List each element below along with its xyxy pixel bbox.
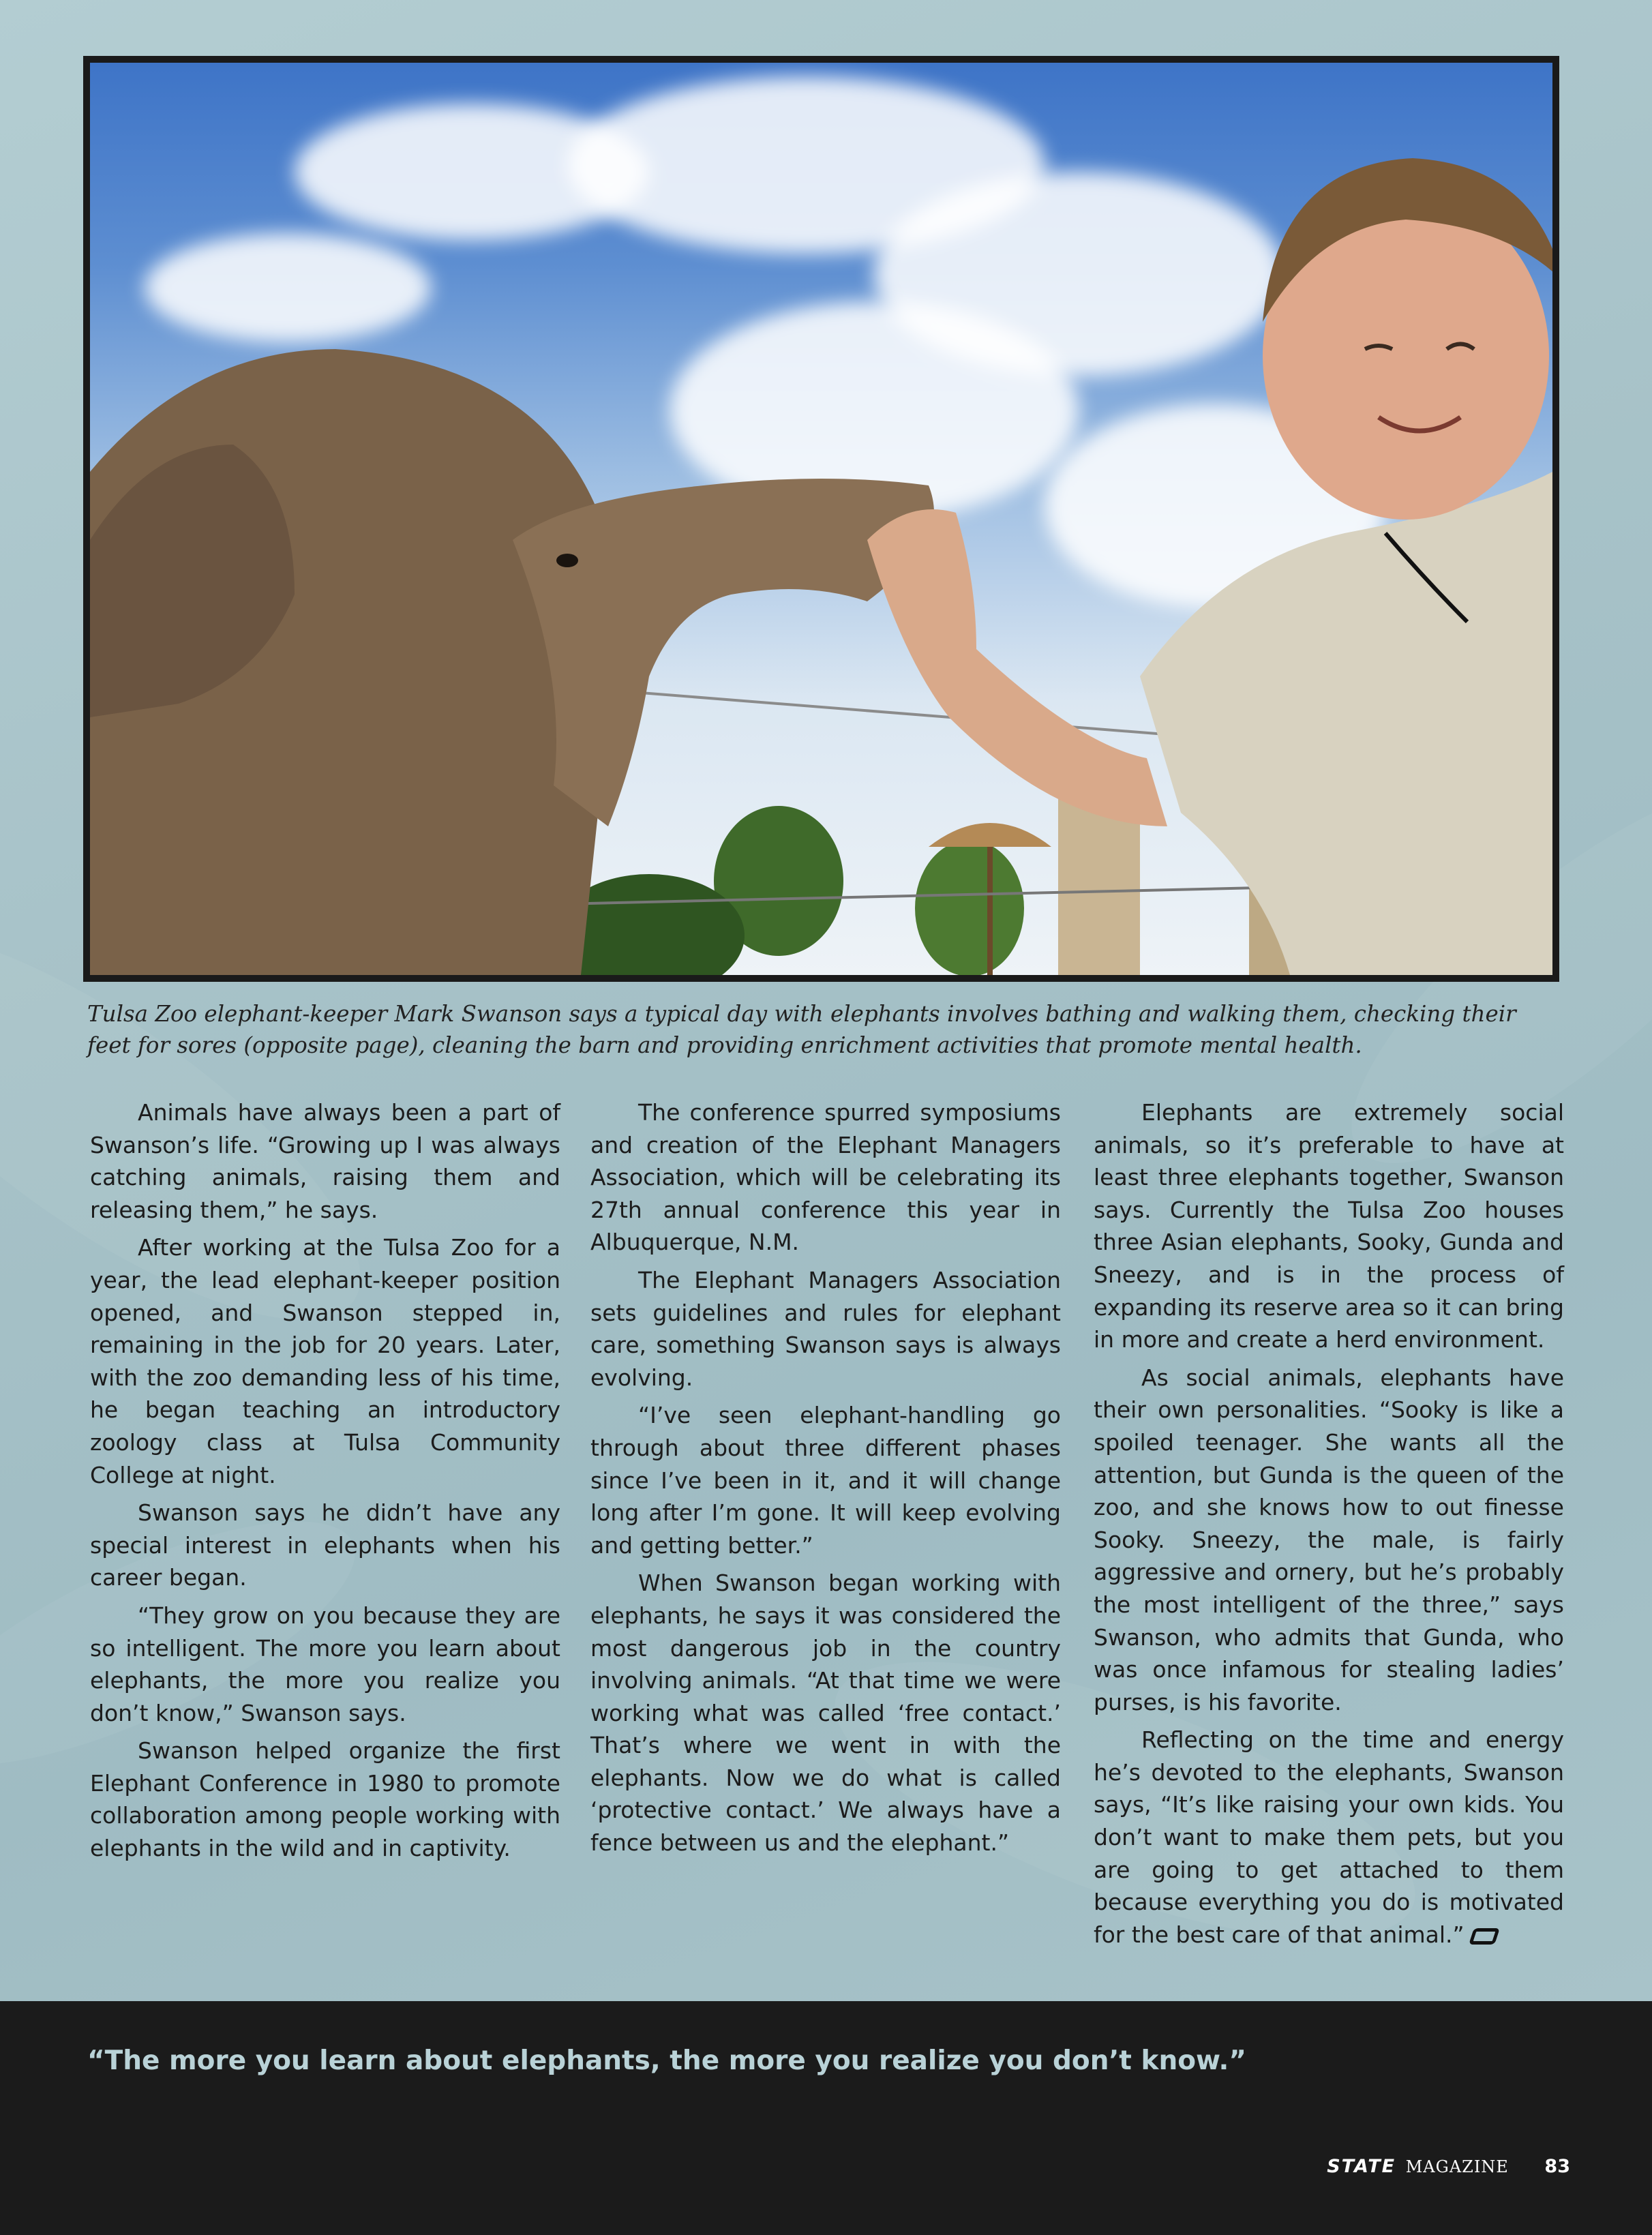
pull-quote-band [0, 2001, 1652, 2235]
article-column-2 [590, 1096, 1061, 1865]
paragraph: Animals have always been a part of Swanson’s life. “Growing up I was always catching animals, raising them and releasing them,” he says. [90, 1099, 560, 1223]
page-number: 83 [1544, 2156, 1570, 2177]
paragraph: The conference spurred symposiums and creation of the Elephant Managers Association, which will be celebrating its 27th annual conference this year in Albuquerque, N.M. [590, 1099, 1061, 1256]
magazine-label: MAGAZINE [1405, 2157, 1509, 2176]
photo-illustration [90, 63, 1552, 975]
article-column-3 [1094, 1096, 1564, 1956]
paragraph-final-text: Reflecting on the time and energy he’s devoted to the elephants, Swanson says, “It’s like raising your own kids. You don’t want to make them pets, but you are going to get attached to them because everything you do is motivated for the best care of that animal.” [1094, 1726, 1564, 1948]
paragraph: Swanson helped organize the first Elephant Conference in 1980 to promote collaboration among people working with elephants in the wild and in captivity. [90, 1737, 560, 1862]
article-column-1 [90, 1096, 560, 1870]
paragraph: “I’ve seen elephant-handling go through about three different phases since I’ve been in it, and it will change long after I’m gone. It will keep evolving and getting better.” [590, 1402, 1061, 1559]
paragraph: As social animals, elephants have their own personalities. “Sooky is like a spoiled teenager. She wants all the attention, but Gunda is the queen of the zoo, and she knows how to out finesse Sooky. Sneezy, the male, is fairly aggressive and ornery, but he’s probably the most intelligent of the three,” says Swanson, who admits that Gunda, who was once infamous for stealing ladies’ purses, is his favorite. [1094, 1364, 1564, 1715]
feature-photo [83, 56, 1559, 982]
end-of-story-icon [1469, 1928, 1500, 1945]
paragraph: After working at the Tulsa Zoo for a year, the lead elephant-keeper position opened, and Swanson stepped in, remaining in the job for 20 years. Later, with the zoo demanding less of his time, he began teaching an introductory zoology class at Tulsa Community College at night. [90, 1234, 560, 1488]
paragraph: “They grow on you because they are so intelligent. The more you learn about elephants, the more you realize you don’t know,” Swanson says. [90, 1602, 560, 1726]
publication-logo: STATE [1327, 2156, 1396, 2177]
paragraph-final [1094, 1724, 1564, 1951]
paragraph: When Swanson began working with elephants, he says it was considered the most dangerous job in the country involving animals. “At that time we were working what was called ‘free contact.’ That’s where we went in with the elephants. Now we do what is called ‘protective contact.’ We always have a fence between us and the elephant.” [590, 1570, 1061, 1857]
paragraph: Swanson says he didn’t have any special interest in elephants when his career began. [90, 1499, 560, 1591]
photo-elephant-and-keeper [90, 63, 1552, 975]
pull-quote: “The more you learn about elephants, the more you realize you don’t know.” [87, 2045, 1246, 2076]
page-footer [1327, 2156, 1570, 2177]
photo-caption: Tulsa Zoo elephant-keeper Mark Swanson says a typical day with elephants involves bathing and walking them, checking their feet for sores (opposite page), cleaning the barn and providing enrichment activities that promote mental health. [87, 1001, 1516, 1058]
paragraph: The Elephant Managers Association sets guidelines and rules for elephant care, something Swanson says is always evolving. [590, 1266, 1061, 1391]
paragraph: Elephants are extremely social animals, so it’s preferable to have at least three elephants together, Swanson says. Currently the Tulsa Zoo houses three Asian elephants, Sooky, Gunda and Sneezy, and is in the process of expanding its reserve area so it can bring in more and create a herd environment. [1094, 1099, 1564, 1353]
